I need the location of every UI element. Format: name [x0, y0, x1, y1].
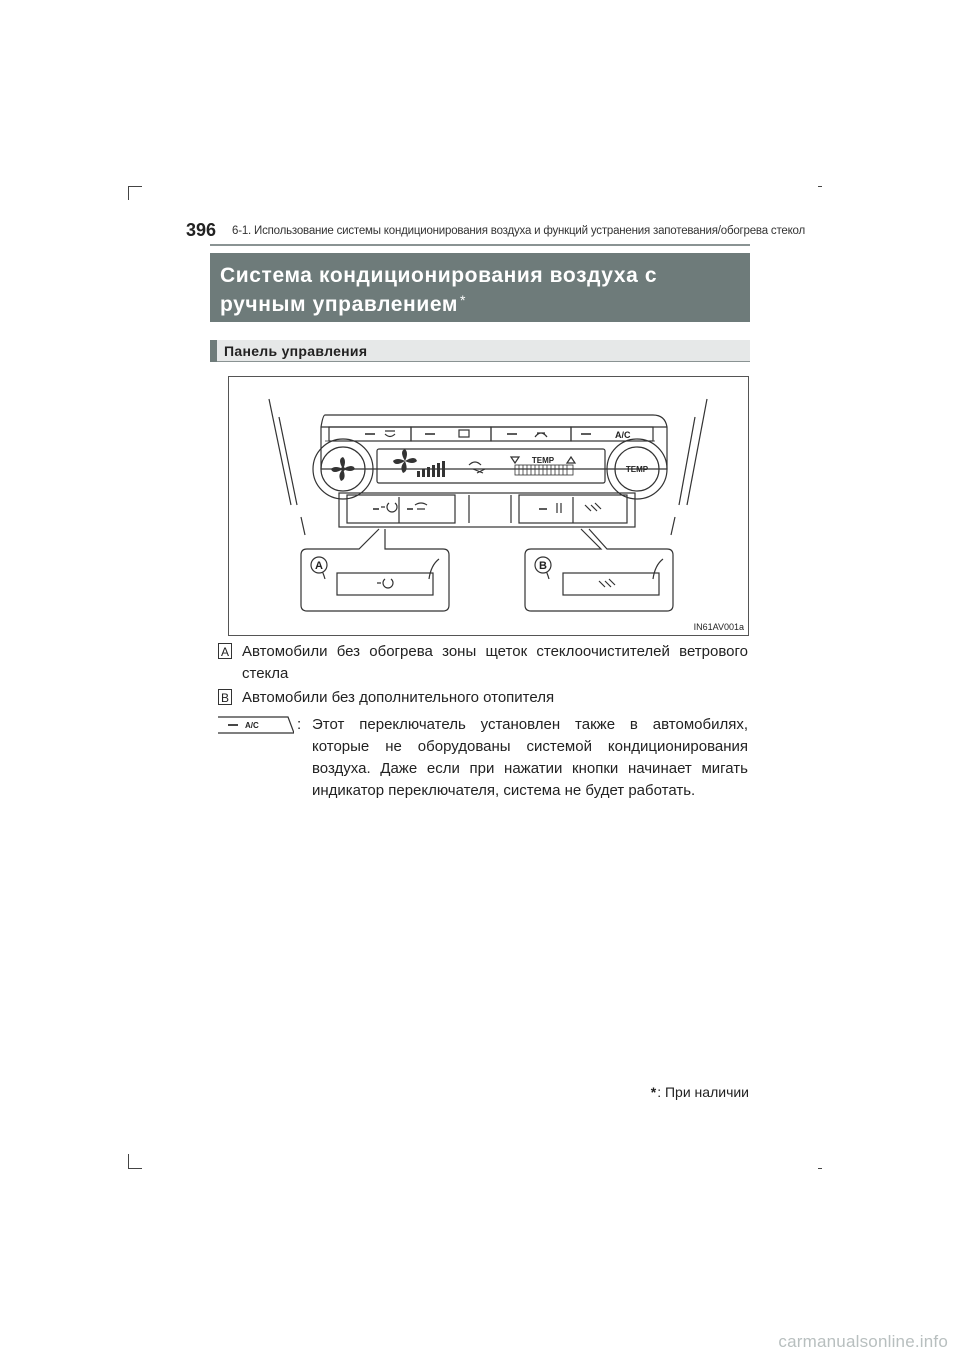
- recirculation-icon: [535, 433, 547, 437]
- dashboard-line-right-inner: [679, 417, 695, 505]
- defrost-rear-icon: [459, 430, 469, 437]
- heater-icon: [557, 503, 561, 513]
- power-icon: [381, 503, 397, 512]
- chapter-title: 6-1. Использование системы кондиционирования воздуха и функций устранения запотевания/обогрева стекол: [232, 225, 805, 237]
- display-down-arrow: [511, 457, 519, 463]
- footnote: [651, 1084, 749, 1100]
- temp-knob-label: TEMP: [625, 465, 649, 474]
- note-b-text: Автомобили без дополнительного отопителя: [242, 689, 555, 706]
- display-up-arrow: [567, 457, 575, 463]
- crop-mark-bottom-left-v: [128, 1154, 129, 1168]
- header-rule: [210, 244, 750, 246]
- watermark: carmanualsonline.info: [778, 1332, 948, 1351]
- section-title-asterisk: *: [460, 291, 466, 308]
- foot-airflow-icon: [585, 503, 601, 511]
- callout-b-label: B: [539, 560, 547, 572]
- dashboard-line-left-outer: [269, 399, 291, 505]
- top-button-recirculation: [491, 427, 571, 441]
- subsection-accent: [210, 340, 217, 362]
- callout-b-switch: [563, 573, 659, 595]
- callout-a-power-icon: [377, 579, 393, 588]
- display-temp-label: TEMP: [531, 456, 555, 465]
- footnote-text: : При наличии: [657, 1084, 749, 1100]
- dashboard-line-right-outer: [687, 399, 707, 505]
- note-a: [218, 641, 748, 685]
- section-title: Система кондиционирования воздуха с ручным управлением: [220, 264, 658, 316]
- ac-button-label: A/C: [615, 430, 631, 440]
- crop-mark-bottom-left-h: [128, 1168, 142, 1169]
- page-number: 396: [186, 220, 217, 240]
- footnote-asterisk: *: [650, 1084, 657, 1100]
- note-a-text: Автомобили без обогрева зоны щеток стеклоочистителей ветрового стекла: [242, 643, 748, 682]
- top-button-defrost-rear: [411, 427, 491, 441]
- display-window: [377, 449, 605, 483]
- control-panel-illustration: [229, 377, 750, 637]
- note-a-marker: A: [218, 643, 232, 659]
- section-banner: [210, 253, 750, 322]
- control-panel-figure: [228, 376, 749, 636]
- subsection-title: Панель управления: [224, 343, 368, 359]
- panel-top-outline: [321, 415, 667, 469]
- callout-b-airflow-icon: [599, 579, 615, 587]
- crop-mark-top-left-h: [128, 186, 142, 187]
- figure-code: IN61AV001a: [693, 622, 744, 632]
- note-b-marker: B: [218, 689, 232, 705]
- fan-icon: [331, 457, 355, 481]
- note-b: [218, 687, 748, 709]
- defrost-front-icon: [385, 431, 395, 437]
- crop-mark-bottom-right: [818, 1168, 822, 1169]
- crop-mark-top-left-v: [128, 186, 129, 200]
- subsection-bar: [210, 340, 750, 362]
- callout-a-switch: [337, 573, 433, 595]
- ac-note-text: Этот переключатель установлен также в автомобилях, которые не оборудованы системой кондиционирования воздуха. Даже если при нажатии кнопки начинает мигать индикатор переключателя, система не будет работать.: [312, 716, 748, 799]
- crop-mark-top-right: [818, 186, 822, 187]
- ac-note-colon: :: [297, 716, 302, 733]
- ac-switch-icon-label: A/C: [245, 721, 259, 730]
- ac-switch-icon: [218, 716, 294, 734]
- callout-a-label: A: [315, 560, 323, 572]
- display-airflow-icon: [469, 462, 485, 473]
- lower-left-switch-group: [347, 495, 455, 523]
- wiper-icon: [415, 503, 427, 509]
- temp-scale: [515, 465, 573, 475]
